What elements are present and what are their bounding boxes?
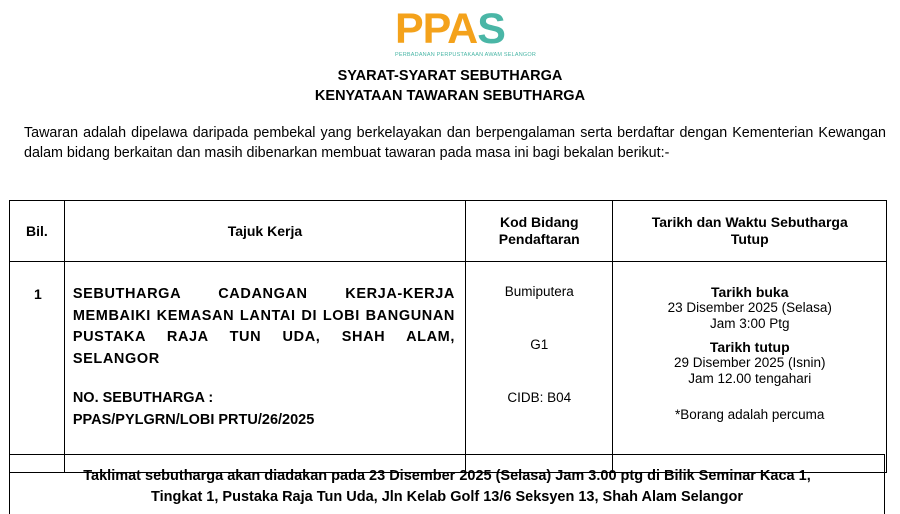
quotation-number-label: NO. SEBUTHARGA : [72, 390, 214, 406]
close-label: Tarikh tutup [709, 339, 790, 355]
tender-table [9, 200, 887, 473]
header-kod [465, 201, 612, 262]
row-tajuk [64, 262, 465, 473]
close-time: Jam 12.00 tengahari [688, 371, 812, 386]
row-bil: 1 [10, 262, 65, 473]
header-tarikh [613, 201, 887, 262]
header-tarikh-line2: Tutup [730, 231, 769, 247]
heading-line-2: KENYATAAN TAWARAN SEBUTHARGA [314, 88, 586, 104]
logo-letter-s: S [477, 5, 505, 53]
header-tarikh-line1: Tarikh dan Waktu Sebutharga [651, 214, 848, 230]
kod-bumiputera: Bumiputera [504, 284, 574, 299]
logo-letters-pp: PP [395, 5, 448, 53]
open-time: Jam 3:00 Ptg [709, 316, 790, 331]
header-bil: Bil. [10, 201, 65, 262]
header-tajuk: Tajuk Kerja [64, 201, 465, 262]
heading-line-1: SYARAT-SYARAT SEBUTHARGA [337, 68, 563, 84]
open-label: Tarikh buka [710, 284, 789, 300]
briefing-line-1: Taklimat sebutharga akan diadakan pada 23 Disember 2025 (Selasa) Jam 3.00 ptg di Bilik Seminar Kaca 1, [83, 468, 811, 484]
table-header-row [10, 201, 887, 262]
logo-letter-a: A [447, 5, 478, 53]
logo-subtitle: PERBADANAN PERPUSTAKAAN AWAM SELANGOR [395, 52, 537, 58]
ppas-logo [395, 5, 537, 62]
header-kod-line2: Pendaftaran [498, 231, 580, 247]
kod-cidb: CIDB: B04 [507, 390, 572, 405]
row-kod [465, 262, 612, 473]
table-row [10, 262, 887, 473]
form-free-note: *Borang adalah percuma [675, 407, 825, 422]
intro-paragraph: Tawaran adalah dipelawa daripada pembekal yang berkelayakan dan berpengalaman serta berdaftar dengan Kementerian Kewangan dalam bidang berkaitan dan masih dibenarkan membuat tawaran pada masa ini bagi bekalan berikut:- [24, 125, 886, 161]
close-date: 29 Disember 2025 (Isnin) [673, 355, 826, 370]
row-tarikh [613, 262, 887, 473]
open-date: 23 Disember 2025 (Selasa) [667, 300, 832, 315]
work-title: SEBUTHARGA CADANGAN KERJA-KERJA MEMBAIKI KEMASAN LANTAI DI LOBI BANGUNAN PUSTAKA RAJA TUN UDA, SHAH ALAM, SELANGOR [72, 286, 455, 367]
logo-wordmark [395, 6, 505, 52]
kod-grade: G1 [530, 337, 549, 352]
briefing-notice [9, 454, 885, 514]
header-kod-line1: Kod Bidang [499, 214, 579, 230]
quotation-number-value: PPAS/PYLGRN/LOBI PRTU/26/2025 [72, 411, 315, 428]
briefing-line-2: Tingkat 1, Pustaka Raja Tun Uda, Jln Kelab Golf 13/6 Seksyen 13, Shah Alam Selangor [150, 489, 743, 505]
